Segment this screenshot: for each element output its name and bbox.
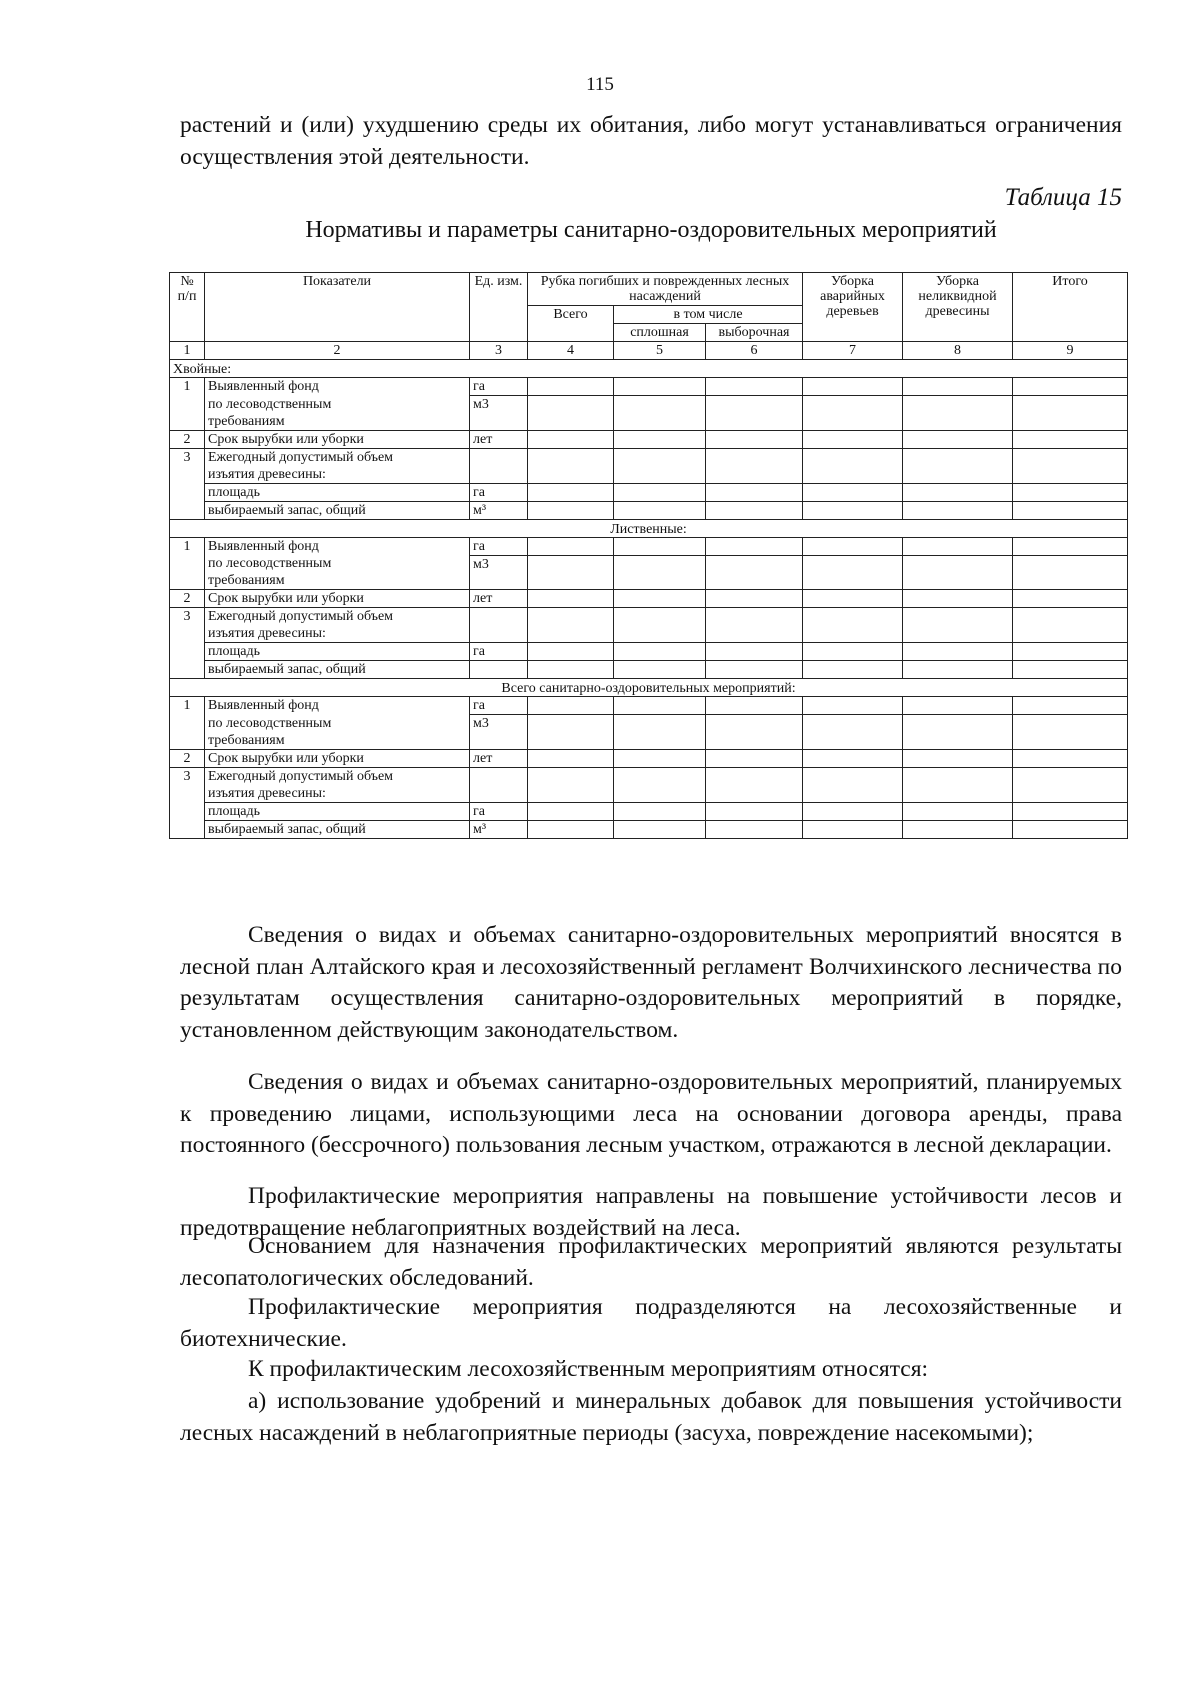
col-number: 4 [528, 342, 614, 360]
table-header-row-1 [170, 273, 1128, 306]
header-total-sub: Всего [528, 306, 614, 342]
row-unit: м³ [470, 501, 528, 519]
row-unit: лет [470, 749, 528, 767]
row-label: выбираемый запас, общий [205, 501, 470, 519]
row-unit: га [470, 537, 528, 555]
row-unit: лет [470, 590, 528, 608]
row-label: Ежегодный допустимый объем [205, 448, 470, 466]
table-row [170, 430, 1128, 448]
row-unit: м3 [470, 396, 528, 431]
header-selective: выборочная [706, 324, 803, 342]
table-row [170, 537, 1128, 555]
row-label: Выявленный фонд [205, 697, 470, 715]
table-row [170, 466, 1128, 484]
col-number: 8 [903, 342, 1013, 360]
header-result: Итого [1013, 273, 1128, 342]
row-label: Срок вырубки или уборки [205, 590, 470, 608]
section-title-row [170, 679, 1128, 697]
row-label: Ежегодный допустимый объем [205, 767, 470, 785]
row-label: Выявленный фонд [205, 378, 470, 396]
table-row [170, 643, 1128, 661]
row-label: по лесоводственным [205, 715, 470, 732]
table-row [170, 767, 1128, 785]
col-number: 2 [205, 342, 470, 360]
row-number: 3 [170, 608, 205, 679]
row-label: Выявленный фонд [205, 537, 470, 555]
row-label: требованиям [205, 732, 470, 750]
section-title-row [170, 360, 1128, 378]
body-paragraph: а) использование удобрений и минеральных добавок для повышения устойчивости лесных насаждений в неблагоприятные периоды (засуха, повреждение насекомыми); [180, 1388, 1122, 1446]
row-number: 1 [170, 537, 205, 590]
row-label: изъятия древесины: [205, 625, 470, 643]
row-label: требованиям [205, 572, 470, 590]
table-row [170, 697, 1128, 715]
row-number: 3 [170, 448, 205, 519]
table-row [170, 378, 1128, 396]
row-label: по лесоводственным [205, 555, 470, 572]
row-label: Срок вырубки или уборки [205, 430, 470, 448]
row-label: выбираемый запас, общий [205, 661, 470, 679]
table-row [170, 802, 1128, 820]
row-unit: га [470, 643, 528, 661]
table-row [170, 483, 1128, 501]
row-label: Срок вырубки или уборки [205, 749, 470, 767]
table-row [170, 501, 1128, 519]
header-emergency: Уборка аварийных деревьев [803, 273, 903, 342]
table-row [170, 715, 1128, 732]
section-title: Хвойные: [170, 360, 1128, 378]
row-unit: м³ [470, 820, 528, 838]
page-number: 115 [586, 74, 614, 95]
body-paragraph: Профилактические мероприятия направлены на повышение устойчивости лесов и предотвращение неблагоприятных воздействий на леса. [180, 1183, 1122, 1241]
section-title: Всего санитарно-оздоровительных мероприятий: [170, 679, 1128, 697]
row-number: 2 [170, 749, 205, 767]
row-unit: га [470, 697, 528, 715]
col-number: 6 [706, 342, 803, 360]
header-indicators: Показатели [205, 273, 470, 342]
section-title: Лиственные: [170, 519, 1128, 537]
col-number: 7 [803, 342, 903, 360]
header-clear: сплошная [614, 324, 706, 342]
header-unit: Ед. изм. [470, 273, 528, 342]
table-row [170, 785, 1128, 803]
col-number: 3 [470, 342, 528, 360]
row-label: площадь [205, 643, 470, 661]
table-row [170, 820, 1128, 838]
table-row [170, 555, 1128, 572]
table-row [170, 590, 1128, 608]
row-label: площадь [205, 483, 470, 501]
row-label: выбираемый запас, общий [205, 820, 470, 838]
section-title-row [170, 519, 1128, 537]
table-title: Нормативы и параметры санитарно-оздоровительных мероприятий [305, 217, 997, 243]
body-paragraph: Сведения о видах и объемах санитарно-оздоровительных мероприятий, планируемых к проведению лицами, использующими леса на основании договора аренды, права постоянного (бессрочного) пользования лесным участком, отражаются в лесной декларации. [180, 1069, 1122, 1158]
row-label: изъятия древесины: [205, 785, 470, 803]
row-number: 2 [170, 590, 205, 608]
row-label: изъятия древесины: [205, 466, 470, 484]
col-number: 9 [1013, 342, 1128, 360]
row-unit [470, 661, 528, 679]
row-number: 2 [170, 430, 205, 448]
body-paragraph: Профилактические мероприятия подразделяются на лесохозяйственные и биотехнические. [180, 1294, 1122, 1352]
row-label: Ежегодный допустимый объем [205, 608, 470, 626]
row-unit: м3 [470, 715, 528, 750]
row-unit: га [470, 483, 528, 501]
table-row [170, 625, 1128, 643]
table-row [170, 661, 1128, 679]
row-unit: га [470, 378, 528, 396]
row-label: требованиям [205, 413, 470, 431]
row-number: 3 [170, 767, 205, 838]
table-row [170, 608, 1128, 626]
header-num: № п/п [170, 273, 205, 342]
intro-paragraph: растений и (или) ухудшению среды их обитания, либо могут устанавливаться ограничения осуществления этой деятельности. [180, 112, 1122, 170]
header-felling: Рубка погибших и поврежденных лесных насаждений [528, 273, 803, 306]
table-row [170, 448, 1128, 466]
row-number: 1 [170, 378, 205, 431]
table-row [170, 396, 1128, 413]
col-number: 5 [614, 342, 706, 360]
body-paragraph: К профилактическим лесохозяйственным мероприятиям относятся: [248, 1356, 929, 1382]
row-number: 1 [170, 697, 205, 750]
table-caption: Таблица 15 [1004, 184, 1122, 211]
row-unit: лет [470, 430, 528, 448]
row-label: площадь [205, 802, 470, 820]
col-number: 1 [170, 342, 205, 360]
row-label: по лесоводственным [205, 396, 470, 413]
body-paragraph: Сведения о видах и объемах санитарно-оздоровительных мероприятий вносятся в лесной план Алтайского края и лесохозяйственный регламент Волчихинского лесничества по результатам осуществления санитарно-оздоровительных мероприятий в порядке, установленном действующим законодательством. [180, 922, 1122, 1043]
norms-table [169, 272, 1128, 839]
header-including: в том числе [614, 306, 803, 324]
column-numbers-row [170, 342, 1128, 360]
row-unit: м3 [470, 555, 528, 590]
header-illiquid: Уборка неликвидной древесины [903, 273, 1013, 342]
body-paragraph: Основанием для назначения профилактических мероприятий являются результаты лесопатологических обследований. [180, 1233, 1122, 1291]
row-unit: га [470, 802, 528, 820]
table-row [170, 749, 1128, 767]
